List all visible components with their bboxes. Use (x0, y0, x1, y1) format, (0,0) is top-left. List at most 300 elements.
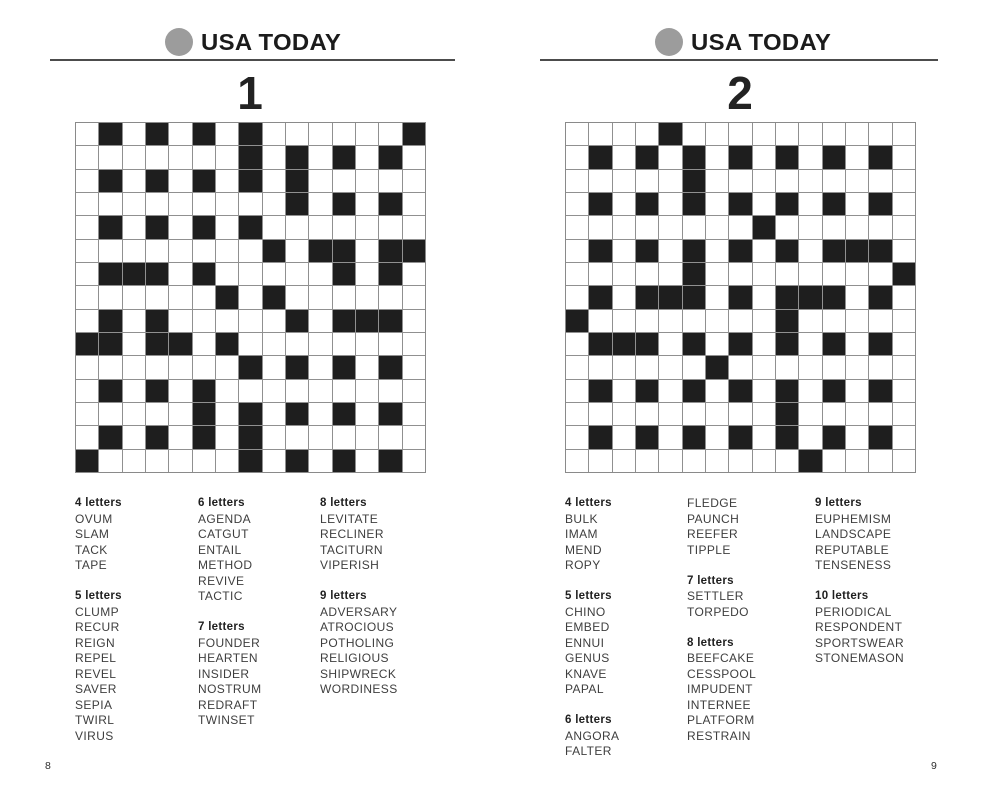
grid-cell-white (753, 240, 775, 262)
grid-cell-white (309, 146, 331, 168)
grid-cell-white (613, 146, 635, 168)
grid-cell-white (729, 356, 751, 378)
word-list-column (565, 496, 619, 775)
grid-cell-black (333, 240, 355, 262)
grid-cell-black (286, 146, 308, 168)
grid-cell-white (239, 286, 261, 308)
grid-cell-white (76, 240, 98, 262)
grid-cell-white (356, 380, 378, 402)
crossword-grid (75, 122, 426, 473)
grid-cell-black (636, 333, 658, 355)
word-item: BULK (565, 511, 598, 526)
grid-cell-black (286, 403, 308, 425)
grid-cell-black (729, 146, 751, 168)
grid-cell-black (146, 263, 168, 285)
word-item: SPORTSWEAR (815, 635, 905, 650)
grid-cell-white (263, 310, 285, 332)
grid-cell-white (333, 286, 355, 308)
grid-cell-black (729, 426, 751, 448)
grid-cell-white (613, 216, 635, 238)
grid-cell-white (869, 403, 891, 425)
grid-cell-black (193, 403, 215, 425)
word-item: INSIDER (198, 666, 250, 681)
grid-cell-black (589, 146, 611, 168)
grid-cell-black (286, 450, 308, 472)
grid-cell-black (869, 193, 891, 215)
grid-cell-white (753, 263, 775, 285)
word-item: MEND (565, 542, 602, 557)
grid-cell-white (799, 170, 821, 192)
grid-cell-white (286, 240, 308, 262)
grid-cell-black (239, 356, 261, 378)
grid-cell-white (799, 193, 821, 215)
grid-cell-white (846, 403, 868, 425)
grid-cell-white (869, 450, 891, 472)
grid-cell-white (216, 426, 238, 448)
grid-cell-white (403, 356, 425, 378)
grid-cell-white (706, 286, 728, 308)
word-item: KNAVE (565, 666, 607, 681)
grid-cell-black (659, 123, 681, 145)
grid-cell-black (123, 263, 145, 285)
grid-cell-white (706, 193, 728, 215)
word-item: FOUNDER (198, 635, 261, 650)
word-count-header: 8 letters (320, 497, 367, 509)
grid-cell-white (706, 426, 728, 448)
grid-cell-white (799, 403, 821, 425)
grid-cell-white (729, 216, 751, 238)
grid-cell-white (263, 170, 285, 192)
grid-cell-black (683, 380, 705, 402)
grid-cell-black (239, 403, 261, 425)
word-count-header: 7 letters (687, 574, 734, 587)
grid-cell-white (659, 426, 681, 448)
grid-cell-white (123, 216, 145, 238)
grid-cell-white (356, 216, 378, 238)
word-item: TAPE (75, 558, 108, 572)
word-item: TWINSET (198, 713, 255, 727)
grid-cell-black (776, 310, 798, 332)
grid-cell-white (706, 310, 728, 332)
word-item: REVIVE (198, 573, 245, 588)
grid-cell-white (356, 146, 378, 168)
word-item: SEPIA (75, 697, 113, 712)
word-item: CHINO (565, 604, 606, 619)
grid-cell-black (683, 193, 705, 215)
grid-cell-white (753, 123, 775, 145)
grid-cell-white (123, 240, 145, 262)
grid-cell-black (146, 216, 168, 238)
grid-cell-white (123, 356, 145, 378)
grid-cell-white (636, 170, 658, 192)
grid-cell-black (659, 286, 681, 308)
grid-cell-black (239, 450, 261, 472)
grid-cell-black (99, 263, 121, 285)
word-section (687, 636, 756, 745)
grid-cell-white (146, 286, 168, 308)
grid-cell-white (169, 286, 191, 308)
grid-cell-black (729, 240, 751, 262)
grid-cell-white (706, 146, 728, 168)
grid-cell-white (846, 333, 868, 355)
grid-cell-black (776, 146, 798, 168)
brand-header (565, 26, 915, 58)
grid-cell-white (123, 170, 145, 192)
grid-cell-white (566, 403, 588, 425)
grid-cell-white (216, 240, 238, 262)
word-item: EUPHEMISM (815, 511, 892, 526)
word-section (75, 589, 122, 744)
word-item: HEARTEN (198, 651, 258, 665)
grid-cell-white (403, 263, 425, 285)
grid-cell-white (309, 123, 331, 145)
grid-cell-white (169, 193, 191, 215)
word-section (565, 589, 619, 698)
grid-cell-black (76, 333, 98, 355)
grid-cell-black (216, 286, 238, 308)
grid-cell-white (193, 193, 215, 215)
grid-cell-white (683, 123, 705, 145)
grid-cell-white (869, 216, 891, 238)
grid-cell-white (286, 123, 308, 145)
grid-cell-white (169, 356, 191, 378)
grid-cell-black (636, 380, 658, 402)
grid-cell-white (659, 263, 681, 285)
grid-cell-black (589, 333, 611, 355)
grid-cell-white (263, 123, 285, 145)
grid-cell-white (99, 240, 121, 262)
grid-cell-white (356, 286, 378, 308)
grid-cell-black (823, 286, 845, 308)
grid-cell-white (706, 123, 728, 145)
grid-cell-white (309, 333, 331, 355)
grid-cell-white (169, 216, 191, 238)
grid-cell-black (683, 146, 705, 168)
grid-cell-white (379, 380, 401, 402)
grid-cell-white (379, 426, 401, 448)
grid-cell-white (309, 380, 331, 402)
grid-cell-white (566, 263, 588, 285)
grid-cell-white (403, 310, 425, 332)
puzzle-number: 2 (727, 67, 753, 119)
grid-cell-white (659, 240, 681, 262)
grid-cell-white (589, 170, 611, 192)
grid-cell-black (799, 450, 821, 472)
grid-cell-white (216, 263, 238, 285)
grid-cell-black (589, 193, 611, 215)
grid-cell-white (216, 380, 238, 402)
grid-cell-white (99, 193, 121, 215)
grid-cell-white (706, 380, 728, 402)
grid-cell-white (613, 380, 635, 402)
word-item: PLATFORM (687, 713, 755, 727)
grid-cell-black (193, 263, 215, 285)
grid-cell-white (776, 170, 798, 192)
word-list-column (75, 496, 122, 760)
crossword-grid (565, 122, 916, 473)
grid-cell-white (333, 216, 355, 238)
word-item: LEVITATE (320, 511, 379, 526)
grid-cell-white (636, 216, 658, 238)
grid-cell-white (99, 450, 121, 472)
grid-cell-white (123, 403, 145, 425)
grid-cell-black (683, 286, 705, 308)
word-item: RECUR (75, 620, 120, 634)
grid-cell-white (706, 450, 728, 472)
grid-cell-white (799, 380, 821, 402)
grid-cell-white (636, 123, 658, 145)
grid-cell-white (309, 403, 331, 425)
grid-cell-white (589, 216, 611, 238)
grid-cell-white (566, 193, 588, 215)
usa-today-globe-icon (655, 28, 683, 56)
grid-cell-white (799, 356, 821, 378)
grid-cell-white (893, 216, 915, 238)
grid-cell-white (846, 356, 868, 378)
grid-cell-white (846, 380, 868, 402)
word-item: CATGUT (198, 527, 249, 541)
word-item: INTERNEE (687, 697, 751, 712)
grid-cell-white (239, 240, 261, 262)
grid-cell-white (169, 146, 191, 168)
grid-cell-white (263, 333, 285, 355)
grid-cell-black (683, 240, 705, 262)
grid-cell-white (753, 193, 775, 215)
grid-cell-white (589, 310, 611, 332)
grid-cell-white (333, 380, 355, 402)
grid-cell-white (99, 286, 121, 308)
word-item: IMAM (565, 527, 598, 541)
grid-cell-black (99, 426, 121, 448)
grid-cell-white (99, 356, 121, 378)
word-item: CLUMP (75, 604, 120, 619)
grid-cell-black (729, 286, 751, 308)
grid-cell-white (566, 216, 588, 238)
grid-cell-white (869, 123, 891, 145)
grid-cell-white (869, 170, 891, 192)
grid-cell-black (379, 193, 401, 215)
grid-cell-white (286, 286, 308, 308)
grid-cell-white (753, 380, 775, 402)
grid-cell-white (659, 356, 681, 378)
grid-cell-white (263, 380, 285, 402)
grid-cell-white (309, 193, 331, 215)
grid-cell-black (146, 426, 168, 448)
word-section (75, 496, 122, 574)
word-item: PERIODICAL (815, 604, 892, 619)
word-section (320, 496, 398, 574)
grid-cell-white (403, 333, 425, 355)
grid-cell-white (613, 263, 635, 285)
grid-cell-white (169, 123, 191, 145)
grid-cell-black (379, 263, 401, 285)
grid-cell-black (379, 240, 401, 262)
word-section (687, 574, 756, 621)
grid-cell-white (636, 450, 658, 472)
grid-cell-black (263, 286, 285, 308)
grid-cell-black (286, 356, 308, 378)
grid-cell-black (823, 240, 845, 262)
grid-cell-white (146, 403, 168, 425)
grid-cell-white (263, 426, 285, 448)
grid-cell-black (146, 380, 168, 402)
grid-cell-black (76, 450, 98, 472)
grid-cell-black (333, 146, 355, 168)
word-count-header: 4 letters (75, 497, 122, 509)
grid-cell-white (379, 216, 401, 238)
grid-cell-white (753, 286, 775, 308)
grid-cell-white (333, 426, 355, 448)
grid-cell-white (169, 240, 191, 262)
grid-cell-white (823, 123, 845, 145)
word-section (565, 713, 619, 760)
brand-wordmark: USA TODAY (200, 28, 341, 55)
grid-cell-white (613, 286, 635, 308)
grid-cell-white (146, 356, 168, 378)
grid-cell-white (356, 170, 378, 192)
grid-cell-white (753, 356, 775, 378)
grid-cell-white (76, 123, 98, 145)
grid-cell-white (589, 263, 611, 285)
grid-cell-black (636, 286, 658, 308)
grid-cell-white (123, 450, 145, 472)
grid-cell-black (333, 193, 355, 215)
grid-cell-white (403, 380, 425, 402)
word-item: REPUTABLE (815, 542, 890, 557)
grid-cell-white (846, 286, 868, 308)
grid-cell-black (239, 426, 261, 448)
grid-cell-black (776, 193, 798, 215)
grid-cell-white (636, 403, 658, 425)
grid-cell-black (239, 216, 261, 238)
grid-cell-white (893, 170, 915, 192)
word-item: RECLINER (320, 527, 384, 541)
grid-cell-white (239, 380, 261, 402)
page-number: 9 (931, 760, 937, 772)
grid-cell-white (613, 426, 635, 448)
grid-cell-white (753, 450, 775, 472)
grid-cell-white (379, 333, 401, 355)
grid-cell-white (893, 193, 915, 215)
grid-cell-white (146, 240, 168, 262)
grid-cell-white (706, 216, 728, 238)
grid-cell-white (99, 146, 121, 168)
word-list-column (198, 496, 261, 744)
grid-cell-white (356, 123, 378, 145)
grid-cell-black (776, 333, 798, 355)
grid-cell-black (99, 216, 121, 238)
grid-cell-white (613, 170, 635, 192)
grid-cell-black (216, 333, 238, 355)
grid-cell-black (869, 146, 891, 168)
word-section (198, 620, 261, 729)
grid-cell-black (379, 310, 401, 332)
grid-cell-black (893, 263, 915, 285)
grid-cell-black (729, 193, 751, 215)
grid-cell-black (99, 123, 121, 145)
grid-cell-black (99, 380, 121, 402)
grid-cell-white (216, 356, 238, 378)
word-item: FLEDGE (687, 496, 738, 510)
grid-cell-white (379, 170, 401, 192)
grid-cell-white (76, 146, 98, 168)
grid-cell-white (823, 403, 845, 425)
grid-cell-white (379, 286, 401, 308)
grid-cell-black (636, 146, 658, 168)
word-item: GENUS (565, 651, 610, 665)
grid-cell-white (123, 123, 145, 145)
word-item: RESPONDENT (815, 620, 903, 634)
grid-cell-white (216, 123, 238, 145)
grid-cell-white (286, 426, 308, 448)
grid-cell-black (869, 426, 891, 448)
grid-cell-white (333, 333, 355, 355)
grid-cell-white (776, 356, 798, 378)
grid-cell-white (706, 403, 728, 425)
grid-cell-white (729, 450, 751, 472)
grid-cell-black (356, 310, 378, 332)
grid-cell-white (589, 450, 611, 472)
grid-cell-black (333, 450, 355, 472)
word-item: PAUNCH (687, 511, 740, 526)
grid-cell-white (403, 450, 425, 472)
word-item: ANGORA (565, 728, 620, 743)
grid-cell-white (239, 333, 261, 355)
grid-cell-white (263, 146, 285, 168)
grid-cell-black (379, 146, 401, 168)
grid-cell-white (379, 123, 401, 145)
grid-cell-white (169, 403, 191, 425)
word-item: CESSPOOL (687, 666, 757, 681)
grid-cell-white (76, 193, 98, 215)
grid-cell-white (659, 380, 681, 402)
grid-cell-white (753, 146, 775, 168)
word-item: METHOD (198, 558, 253, 572)
grid-cell-white (263, 450, 285, 472)
grid-cell-white (683, 310, 705, 332)
grid-cell-black (379, 450, 401, 472)
grid-cell-white (566, 286, 588, 308)
grid-cell-white (193, 310, 215, 332)
grid-cell-white (146, 450, 168, 472)
grid-cell-white (753, 403, 775, 425)
grid-cell-black (683, 426, 705, 448)
grid-cell-white (753, 170, 775, 192)
grid-cell-black (379, 403, 401, 425)
grid-cell-black (99, 333, 121, 355)
grid-cell-white (193, 450, 215, 472)
word-count-header: 9 letters (815, 497, 862, 509)
header-divider (540, 59, 938, 61)
grid-cell-white (76, 263, 98, 285)
grid-cell-white (823, 310, 845, 332)
grid-cell-white (613, 403, 635, 425)
grid-cell-white (123, 426, 145, 448)
grid-cell-white (566, 333, 588, 355)
grid-cell-white (356, 333, 378, 355)
grid-cell-white (239, 193, 261, 215)
grid-cell-white (893, 123, 915, 145)
grid-cell-white (566, 146, 588, 168)
grid-cell-black (589, 426, 611, 448)
grid-cell-black (193, 216, 215, 238)
word-item: SHIPWRECK (320, 666, 397, 681)
grid-cell-black (146, 170, 168, 192)
word-item: TORPEDO (687, 604, 749, 619)
grid-cell-black (823, 333, 845, 355)
grid-cell-black (776, 426, 798, 448)
word-item: REVEL (75, 666, 117, 681)
